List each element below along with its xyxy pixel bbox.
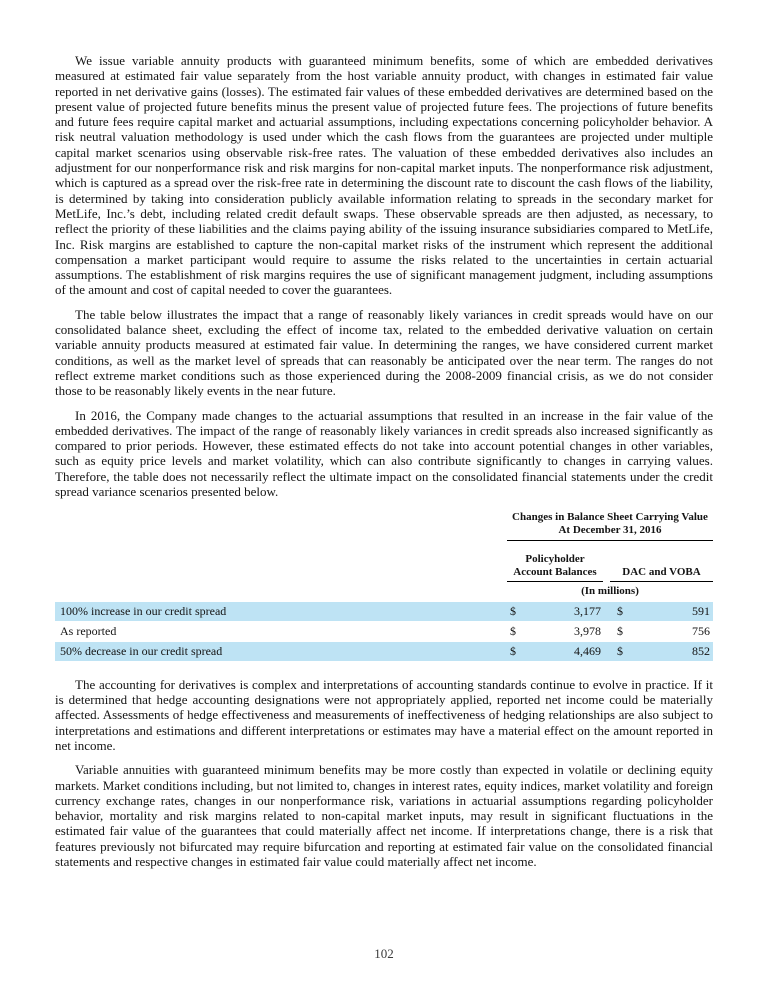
row-label: As reported (60, 623, 117, 638)
paragraph-table-intro: The table below illustrates the impact that a range of reasonably likely variances in credit spreads would have on our consolidated balance sheet, excluding the effect of income tax, related to the embedded derivative valuation on certain variable annuity products measured at estimated fair value. In determining the ranges, we have considered current market conditions, as well as the market level of spreads that can reasonably be anticipated over the near term. The ranges do not reflect extreme market conditions such as those experienced during the 2008-2009 financial crisis, as we do not consider those to be reasonably likely events in the near future. (55, 306, 713, 399)
currency-symbol: $ (617, 603, 623, 618)
table-units-label: (In millions) (581, 585, 639, 598)
currency-symbol: $ (510, 623, 516, 638)
table-row (55, 642, 713, 661)
cell-value: 3,177 (574, 603, 601, 618)
paragraph-derivatives-overview: We issue variable annuity products with guaranteed minimum benefits, some of which are embedded derivatives measured at estimated fair value separately from the host variable annuity product, with changes in estimated fair value reported in net derivative gains (losses). The estimated fair values of these embedded derivatives are determined based on the present value of projected future benefits minus the present value of projected future fees. The projections of future benefits and future fees require capital market and actuarial assumptions, including expectations concerning policyholder behavior. A risk neutral valuation methodology is used under which the cash flows from the guarantees are projected under multiple capital market scenarios using observable risk-free rates. The valuation of these embedded derivatives also includes an adjustment for our nonperformance risk and risk margins for non-capital market inputs. The nonperformance risk adjustment, which is captured as a spread over the risk-free rate in determining the discount rate to discount the cash flows of the liability, is determined by taking into consideration publicly available information relating to spreads in the secondary market for MetLife, Inc.’s debt, including related credit default swaps. These observable spreads are then adjusted, as necessary, to reflect the priority of these liabilities and the claims paying ability of the issuing insurance subsidiaries compared to MetLife, Inc. Risk margins are established to capture the non-capital market risks of the instrument which represent the additional compensation a market participant would require to assume the risks related to the uncertainties in certain actuarial assumptions. The establishment of risk margins requires the use of significant management judgment, including assumptions of the amount and cost of capital needed to cover the guarantees. (55, 53, 713, 298)
cell-value: 852 (692, 643, 710, 658)
table-title-line2: At December 31, 2016 (558, 523, 662, 536)
cell-value: 4,469 (574, 643, 601, 658)
currency-symbol: $ (617, 643, 623, 658)
currency-symbol: $ (617, 623, 623, 638)
cell-dac-and-voba (610, 604, 713, 619)
currency-symbol: $ (510, 603, 516, 618)
currency-symbol: $ (510, 643, 516, 658)
document-body (55, 53, 713, 878)
table-row (55, 602, 713, 621)
column-gap (603, 553, 610, 582)
cell-value: 3,978 (574, 623, 601, 638)
row-label: 100% increase in our credit spread (60, 603, 227, 618)
paragraph-variable-annuities-risk: Variable annuities with guaranteed minimum benefits may be more costly than expected in volatile or declining equity markets. Market conditions including, but not limited to, changes in interest rates, equity indices, market volatility and foreign currency exchange rates, changes in our nonperformance risk, variations in actuarial assumptions regarding policyholder behavior, mortality and risk margins related to non-capital market inputs, may result in significant fluctuations in the estimated fair value of the guarantees that could materially affect net income. If interpretations change, there is a risk that features previously not bifurcated may require bifurcation and reporting at estimated fair value on the consolidated financial statements and respective changes in estimated fair value could materially affect net income. (55, 762, 713, 870)
credit-spread-sensitivity-table (55, 511, 713, 661)
table-title-line1: Changes in Balance Sheet Carrying Value (512, 511, 708, 524)
cell-dac-and-voba (610, 644, 713, 659)
cell-value: 591 (692, 603, 710, 618)
paragraph-accounting-complexity: The accounting for derivatives is complex and interpretations of accounting standards continue to evolve in practice. If it is determined that hedge accounting designations were not appropriately applied, reported net income could be materially affected. Assessments of hedge effectiveness and measurements of ineffectiveness of hedging relationships are also subject to interpretations and estimations and different interpretations or estimates may have a material effect on the amount reported in net income. (55, 676, 713, 753)
cell-policyholder-account-balances (507, 624, 603, 639)
paragraph-2016-assumptions: In 2016, the Company made changes to the actuarial assumptions that resulted in an increase in the fair value of the embedded derivatives. The impact of the range of reasonably likely variances in credit spreads also increased significantly as compared to prior periods. However, these estimated effects do not take into account potential changes in other variables, such as equity price levels and market volatility, which can also contribute significantly to changes in carrying values. Therefore, the table does not necessarily reflect the ultimate impact on the consolidated financial statements under the credit spread variance scenarios presented below. (55, 407, 713, 500)
table-title (507, 511, 713, 541)
row-label: 50% decrease in our credit spread (60, 643, 223, 658)
cell-policyholder-account-balances (507, 644, 603, 659)
cell-policyholder-account-balances (507, 604, 603, 619)
cell-value: 756 (692, 623, 710, 638)
page-number: 102 (374, 946, 394, 961)
column-header-policyholder-account-balances: Policyholder Account Balances (507, 553, 603, 582)
column-header-dac-and-voba: DAC and VOBA (610, 553, 713, 582)
table-row (55, 622, 713, 641)
cell-dac-and-voba (610, 624, 713, 639)
table-column-headers (507, 553, 713, 582)
